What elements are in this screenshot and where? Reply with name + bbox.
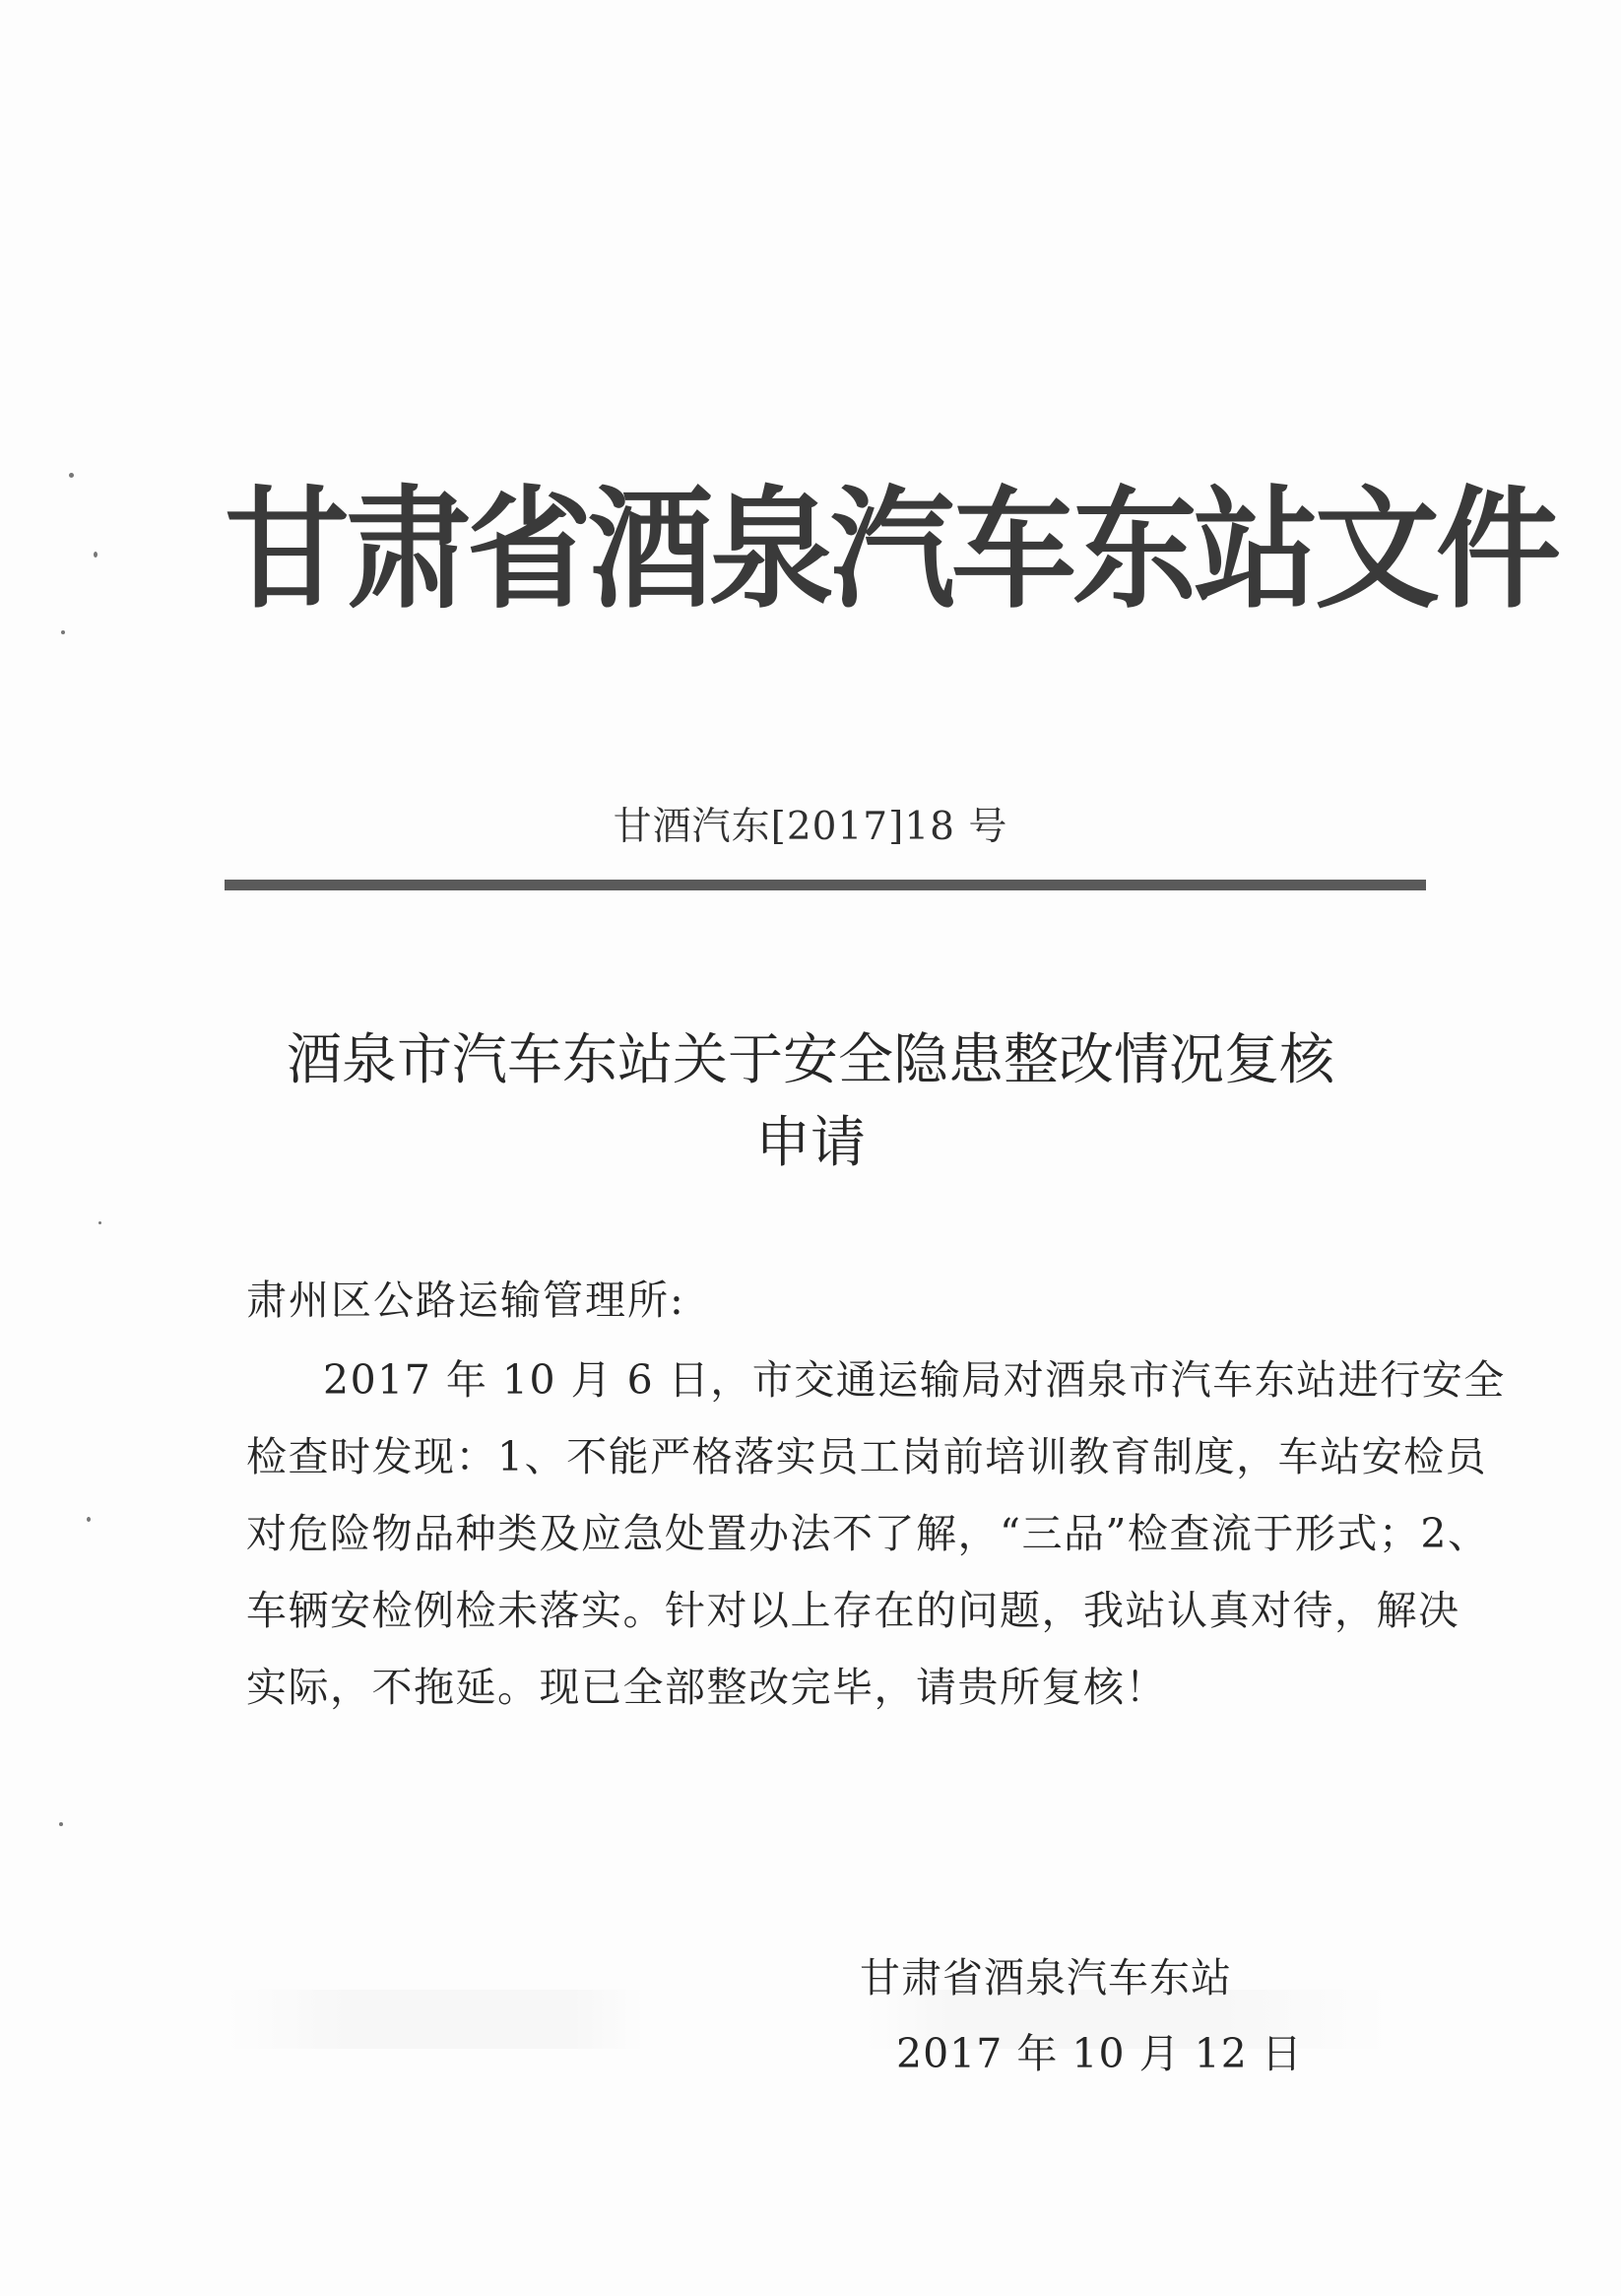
body-line: 检查时发现：1、不能严格落实员工岗前培训教育制度，车站安检员 xyxy=(246,1433,1488,1480)
document-header-title: 甘肃省酒泉汽车东站文件 xyxy=(225,473,1558,626)
scan-speck xyxy=(94,552,97,558)
body-line: 实际，不拖延。现已全部整改完毕，请贵所复核！ xyxy=(246,1664,1167,1711)
scan-speck xyxy=(98,1221,101,1224)
scan-speck xyxy=(69,473,74,478)
document-title-line-2: 申请 xyxy=(755,1111,866,1175)
body-line: 对危险物品种类及应急处置办法不了解，“三品”检查流于形式；2、 xyxy=(246,1510,1490,1557)
body-line: 2017 年 10 月 6 日，市交通运输局对酒泉市汽车东站进行安全 xyxy=(323,1356,1506,1404)
scan-speck xyxy=(87,1517,91,1522)
document-title-line-1: 酒泉市汽车东站关于安全隐患整改情况复核 xyxy=(287,1028,1334,1092)
signature-date: 2017 年 10 月 12 日 xyxy=(896,2030,1303,2077)
body-paragraph xyxy=(246,1342,1506,1726)
document-number: 甘酒汽东[2017]18 号 xyxy=(613,805,1008,849)
signature-organization: 甘肃省酒泉汽车东站 xyxy=(860,1954,1232,2001)
scan-speck xyxy=(59,1822,63,1826)
recipient: 肃州区公路运输管理所: xyxy=(246,1277,685,1324)
header-divider xyxy=(225,880,1426,890)
body-line: 车辆安检例检未落实。针对以上存在的问题，我站认真对待，解决 xyxy=(246,1587,1460,1634)
document-title xyxy=(0,1019,1621,1185)
scan-speck xyxy=(61,630,65,634)
